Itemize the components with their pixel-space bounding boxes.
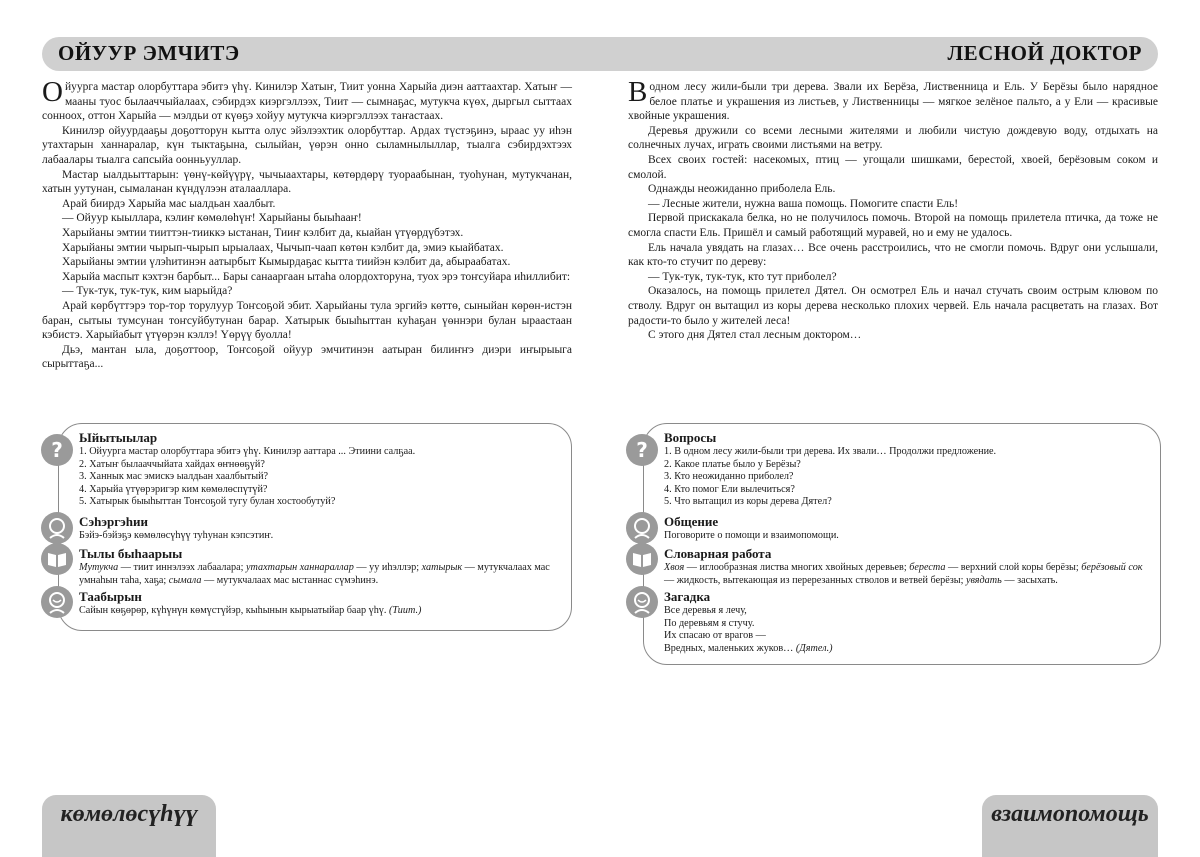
- story-paragraph: Дьэ, мантан ыла, доҕоттоор, Тоҥсоҕой ойуур эмчитинэн аатыран билиҥҥэ диэри иҥырыыга сырыттаҕа...: [42, 343, 572, 371]
- vocabulary-section: [79, 546, 559, 587]
- story-paragraph: Арай көрбүттэрэ тор-тор торулуур Тоҥсоҕой эбит. Харыйаны тула эргийэ көттө, сыныйан көрөн-истэн баран, сытыы тумсунан тоҥсуйбутунан барар. Хатырык быыһыттан куһаҕан үөннэри булан ыраастаан кэбистэ. Харыйабыт үтүөрэн кэллэ! Үөрүү буолла!: [42, 299, 572, 342]
- question-item: 5. Хатырык быыһыттан Тоҥсоҕой тугу булан хостообутуй?: [79, 496, 336, 508]
- questions-section: [664, 430, 1148, 509]
- questions-title: Ыйытыылар: [79, 430, 158, 445]
- riddle-title: Таабырын: [79, 589, 142, 604]
- story-paragraph: — Тук-тук, тук-тук, кто тут приболел?: [648, 270, 837, 283]
- footer-label-sakha: көмөлөсүһүү: [60, 801, 198, 827]
- story-paragraph: Ойуурга мастар олорбуттара эбитэ үһү. Кинилэр Хатыҥ, Тиит уонна Харыйа диэн ааттаахтар. Хатыҥ — мааны туос былааччыйалаах, сэбирдэх киэргэллээх, Тиит — сымнаҕас, мутукча күөх, дыргыл сыттаах сонноох, оттон Харыйа — мэлдьи от күөҕэ хойуу мутукча киэргэллээх таҥастаах.: [42, 76, 572, 123]
- talk-text: Бэйэ-бэйэҕэ көмөлөсүһүү туһунан кэпсэтиҥ.: [79, 530, 274, 541]
- drop-cap: О: [42, 76, 63, 108]
- question-item: 1. Ойуурга мастар олорбуттара эбитэ үһү. Кинилэр ааттара ... Этиини салҕаа.: [79, 446, 416, 457]
- drop-cap: В: [628, 76, 648, 108]
- story-paragraph: — Тук-тук, тук-тук, ким ыарыйда?: [62, 285, 233, 298]
- exercise-box-sakha: [51, 423, 572, 631]
- question-item: 2. Хатыҥ былааччыйата хайдах өҥнөөҕүй?: [79, 458, 265, 470]
- exercise-box-russian: [636, 423, 1161, 665]
- riddle-line: Все деревья я лечу,: [664, 605, 747, 616]
- story-paragraph: Первой прискакала белка, но не получилось помочь. Второй на помощь прилетела птичка, да тоже не смогла спасти Ель. Пришёл и самый работящий муравей, но и ему не удалось.: [628, 212, 1158, 239]
- vocabulary-section: [664, 546, 1148, 587]
- story-paragraph: Харыйаны эмтии тииттэн-тииккэ ыстанан, Тииҥ кэлбит да, кыайан үтүөрдүбэтэх.: [62, 226, 464, 239]
- story-paragraph: Однажды неожиданно приболела Ель.: [648, 183, 836, 196]
- vocabulary-title: Словарная работа: [664, 546, 772, 561]
- talk-section: [79, 514, 559, 543]
- footer-tab-left: [42, 795, 216, 857]
- page-title-russian: ЛЕСНОЙ ДОКТОР: [947, 41, 1142, 65]
- questions-section: [79, 430, 559, 509]
- riddle-icon: [626, 586, 658, 618]
- story-paragraph: В одном лесу жили-были три дерева. Звали их Берёза, Лиственница и Ель. У Берёзы было нарядное белое платье и украшения из листьев, у Лиственницы — мягкое зелёное пальто, а у Ели — красивые хвойные украшения.: [628, 76, 1158, 123]
- story-paragraph: Харыйа маспыт кэхтэн барбыт... Бары санааргаан ытаһа олордохторуна, туох эрэ тоҥсуйара иһиллибит:: [62, 270, 571, 283]
- story-sakha: [42, 76, 572, 372]
- story-paragraph: Мастар ыалдьыттарын: үөнү-көйүүрү, чычыаахтары, көтөрдөрү туораабынан, туоһунан, мутукчанан, хатын уутунан, сымаланан күндүлээн аталааллара.: [42, 168, 572, 196]
- talk-text: Поговорите о помощи и взаимопомощи.: [664, 530, 839, 541]
- questions-list: [664, 446, 1148, 509]
- question-item: 3. Кто неожиданно приболел?: [664, 471, 794, 483]
- story-paragraph: Харыйаны эмтии чырып-чырып ырыалаах, Чычып-чаап көтөн кэлбит да, эмиэ кыайбатах.: [62, 241, 504, 254]
- riddle-section: [664, 589, 1148, 655]
- footer-tab-right: [982, 795, 1158, 857]
- riddle-line: Их спасаю от врагов —: [664, 630, 766, 642]
- book-icon: [626, 543, 658, 575]
- question-item: 3. Ханнык мас эмискэ ыалдьан хаалбытый?: [79, 471, 269, 483]
- story-paragraph: Арай биирдэ Харыйа мас ыалдьан хаалбыт.: [62, 197, 276, 210]
- vocabulary-title: Тылы быһаарыы: [79, 546, 183, 561]
- vocabulary-text: Мутукча — тиит иннэлээх лабаалара; утахтарын ханнараллар — уу иһэллэр; хатырык — мутукчалаах мас умнаһын таһа, хаҕа; сымала — мутукчалаах мас ыстаннас сүмэһинэ.: [79, 562, 550, 586]
- question-item: 2. Какое платье было у Берёзы?: [664, 458, 801, 470]
- talk-icon: [626, 512, 658, 544]
- header-bar-right: [624, 37, 1158, 71]
- question-item: 1. В одном лесу жили-были три дерева. Их звали… Продолжи предложение.: [664, 446, 997, 457]
- svg-text:?: ?: [51, 438, 63, 462]
- story-paragraph: — Ойуур кыыллара, кэлиҥ көмөлөһүҥ! Харыйаны быыһааҥ!: [62, 212, 362, 225]
- riddle-text: Сайын көҕөрөр, күһүнүн көмүстүйэр, кыһынын кырыатыйар баар үһү. (Тиит.): [79, 605, 422, 616]
- footer-label-russian: взаимопомощь: [991, 801, 1149, 827]
- story-paragraph: — Лесные жители, нужна ваша помощь. Помогите спасти Ель!: [648, 197, 959, 210]
- riddle-icon: [41, 586, 73, 618]
- story-paragraph: Деревья дружили со всеми лесными жителями и любили чистую дождевую воду, отдыхать на солнечных лучах, играть своими листьями на ветру.: [628, 124, 1158, 152]
- vocabulary-text: Хвоя — иглообразная листва многих хвойных деревьев; береста — верхний слой коры берёзы; берёзовый сок — жидкость, вытекающая из перерезанных стволов и ветвей берёзы; увядать — засыхать.: [664, 562, 1143, 586]
- question-icon: [41, 434, 73, 466]
- riddle-line: По деревьям я стучу.: [664, 617, 755, 629]
- riddle-title: Загадка: [664, 589, 711, 604]
- book-icon: [41, 543, 73, 575]
- question-item: 5. Что вытащил из коры дерева Дятел?: [664, 496, 832, 508]
- story-paragraph: С этого дня Дятел стал лесным доктором…: [648, 329, 862, 342]
- page-title-sakha: ОЙУУР ЭМЧИТЭ: [58, 41, 240, 65]
- talk-title: Сэһэргэһии: [79, 514, 148, 529]
- talk-section: [664, 514, 1148, 543]
- story-paragraph: Всех своих гостей: насекомых, птиц — угощали шишками, берестой, хвоей, берёзовым соком и смолой.: [628, 153, 1158, 181]
- question-item: 4. Харыйа үтүөрэригэр ким көмөлөспүтүй?: [79, 483, 268, 495]
- question-item: 4. Кто помог Ели вылечиться?: [664, 483, 795, 495]
- story-paragraph: Оказалось, на помощь прилетел Дятел. Он осмотрел Ель и начал стучать своим острым клювом по стволу. Вдруг он вытащил из коры дерева несколько плохих червей. Ель начала расцветать на глазах. Вот радости-то было у жителей леса!: [628, 285, 1158, 327]
- header-bar-left: [42, 37, 624, 71]
- questions-title: Вопросы: [664, 430, 717, 445]
- riddle-line: Вредных, маленьких жуков… (Дятел.): [664, 642, 833, 654]
- story-paragraph: Харыйаны эмтии үлэһитинэн аатырбыт Кымырдаҕас кытта тиийэн кэлбит да, абыраабатах.: [62, 256, 511, 269]
- talk-title: Общение: [664, 514, 719, 529]
- questions-list: [79, 446, 559, 509]
- story-paragraph: Кинилэр ойуурдааҕы доҕотторун кытта олус эйэлээхтик олорбуттар. Ардах түстэҕинэ, ыраас уу иһэн утахтарын ханнаралар, күн тыктаҕына, сылыйан, үөрэн онно сыламнылыллар, тыалга сэбирдэхтээх лабаалары тыалга сапсыйа оонньууллар.: [42, 124, 572, 166]
- story-russian: [628, 76, 1158, 343]
- story-paragraph: Ель начала увядать на глазах… Все очень расстроились, что не смогли помочь. Вдруг они услышали, как кто-то стучит по дереву:: [628, 241, 1158, 269]
- riddle-text: [664, 605, 1148, 655]
- svg-text:?: ?: [636, 438, 648, 462]
- talk-icon: [41, 512, 73, 544]
- question-icon: [626, 434, 658, 466]
- riddle-section: [79, 589, 559, 618]
